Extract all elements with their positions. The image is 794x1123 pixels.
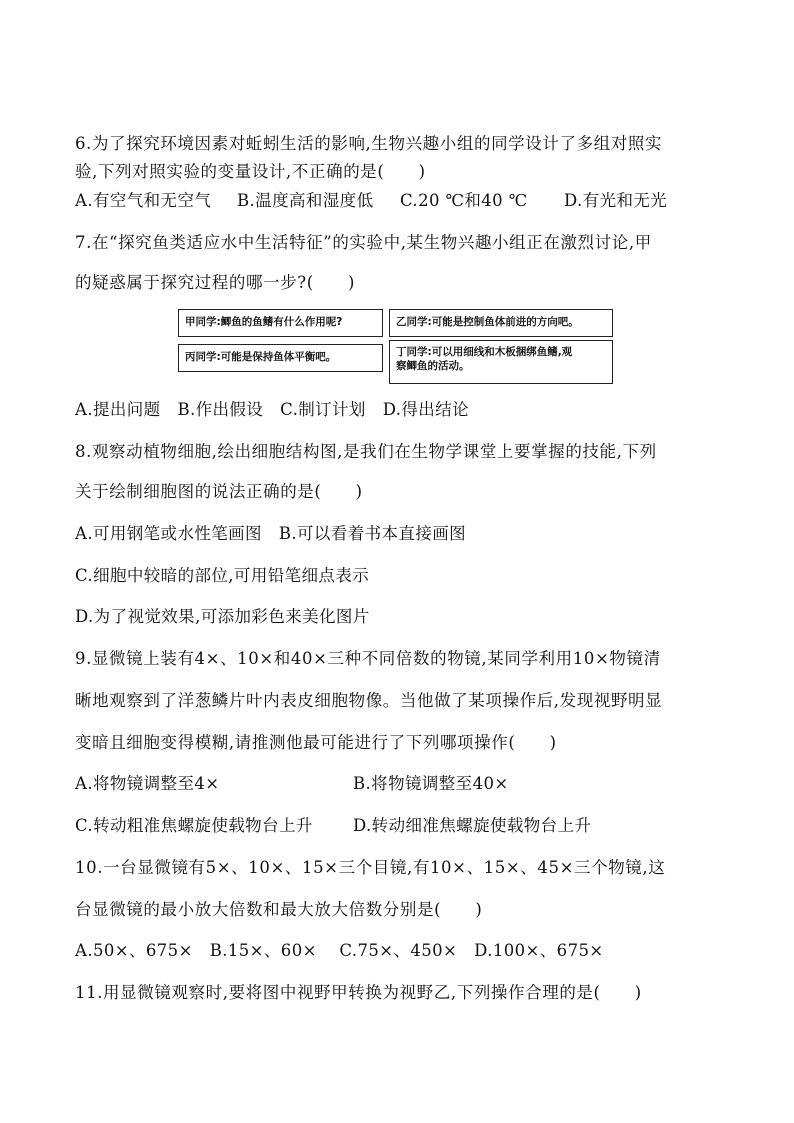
question-8-option-d: D.为了视觉效果,可添加彩色来美化图片	[75, 607, 370, 626]
dialogue-ding-text-line1: 丁同学:可以用细线和木板捆绑鱼鳍,观	[396, 346, 573, 358]
question-6-option-b: B.温度高和湿度低	[237, 191, 374, 210]
dialogue-jia-text: 甲同学:鲫鱼的鱼鳍有什么作用呢?	[185, 316, 343, 328]
dialogue-box-yi	[389, 309, 613, 337]
question-9-option-c: C.转动粗准焦螺旋使载物台上升	[75, 816, 313, 835]
dialogue-box-ding	[389, 340, 613, 384]
question-6-option-a: A.有空气和无空气	[75, 191, 212, 210]
question-6-option-c: C.20 ℃和40 ℃	[400, 191, 528, 210]
dialogue-box-bing	[178, 344, 383, 372]
question-6-stem-line2: 验,下列对照实验的变量设计,不正确的是( )	[75, 162, 426, 181]
question-9-option-d: D.转动细准焦螺旋使载物台上升	[353, 816, 592, 835]
question-10-stem-line1: 10.一台显微镜有5×、10×、15×三个目镜,有10×、15×、45×三个物镜,这	[75, 858, 666, 877]
dialogue-box-jia	[178, 309, 383, 337]
question-6-stem-line1: 6.为了探究环境因素对蚯蚓生活的影响,生物兴趣小组的同学设计了多组对照实	[75, 134, 663, 153]
dialogue-bing-text: 丙同学:可能是保持鱼体平衡吧。	[185, 351, 337, 363]
question-7-options: A.提出问题 B.作出假设 C.制订计划 D.得出结论	[75, 400, 469, 419]
question-9-option-a: A.将物镜调整至4×	[75, 774, 220, 793]
question-8-stem-line2: 关于绘制细胞图的说法正确的是( )	[75, 482, 363, 501]
dialogue-yi-text: 乙同学:可能是控制鱼体前进的方向吧。	[396, 316, 579, 328]
question-9-stem-line2: 晰地观察到了洋葱鳞片叶内表皮细胞物像。当他做了某项操作后,发现视野明显	[75, 691, 663, 710]
question-8-options-ab: A.可用钢笔或水性笔画图 B.可以看着书本直接画图	[75, 524, 467, 543]
question-10-options: A.50×、675× B.15×、60× C.75×、450× D.100×、675×	[75, 941, 604, 960]
question-6-option-d: D.有光和无光	[564, 191, 668, 210]
question-8-option-c: C.细胞中较暗的部位,可用铅笔细点表示	[75, 566, 370, 585]
question-10-stem-line2: 台显微镜的最小放大倍数和最大放大倍数分别是( )	[75, 900, 483, 919]
question-9-stem-line1: 9.显微镜上装有4×、10×和40×三种不同倍数的物镜,某同学利用10×物镜清	[75, 649, 661, 668]
question-9-stem-line3: 变暗且细胞变得模糊,请推测他最可能进行了下列哪项操作( )	[75, 733, 557, 752]
question-7-stem-line1: 7.在“探究鱼类适应水中生活特征”的实验中,某生物兴趣小组正在激烈讨论,甲	[75, 233, 652, 252]
dialogue-ding-text-line2: 察鲫鱼的活动。	[396, 360, 470, 372]
question-8-stem-line1: 8.观察动植物细胞,绘出细胞结构图,是我们在生物学课堂上要掌握的技能,下列	[75, 442, 657, 461]
question-11-stem-line1: 11.用显微镜观察时,要将图中视野甲转换为视野乙,下列操作合理的是( )	[75, 983, 642, 1002]
question-7-stem-line2: 的疑惑属于探究过程的哪一步?( )	[75, 273, 356, 292]
question-9-option-b: B.将物镜调整至40×	[353, 774, 509, 793]
